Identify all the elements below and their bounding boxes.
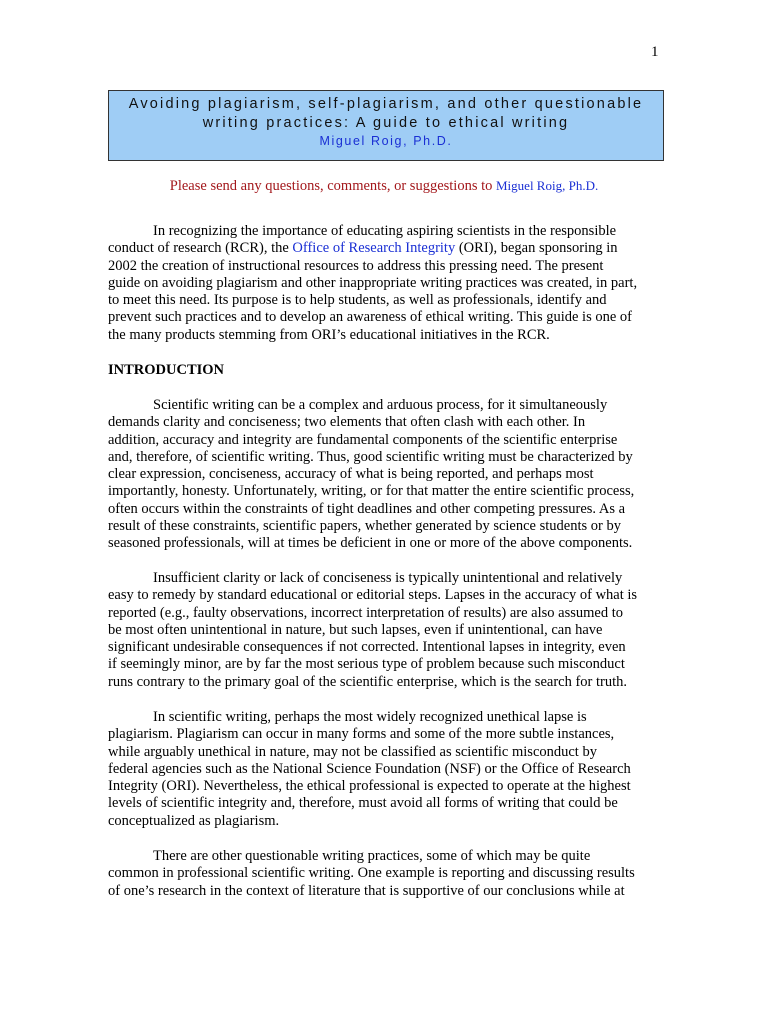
contact-line [0,178,768,195]
author-name[interactable]: Miguel Roig, Ph.D. [319,134,453,148]
paragraph-line: plagiarism. Plagiarism can occur in many forms and some of the more subtle instances, [108,726,615,743]
intro-paragraph [108,223,660,344]
paragraph-line: In recognizing the importance of educating aspiring scientists in the responsible [153,223,617,239]
paragraph-line: prevent such practices and to develop an awareness of ethical writing. This guide is one of [108,309,632,326]
paragraph-line: federal agencies such as the National Science Foundation (NSF) or the Office of Research [108,760,631,777]
paragraph-line: common in professional scientific writing. One example is reporting and discussing results [108,865,635,882]
contact-author-link[interactable]: Miguel Roig, Ph.D. [496,178,599,193]
ori-link[interactable]: Office of Research Integrity [292,240,456,257]
paragraph-line: levels of scientific integrity and, therefore, must avoid all forms of writing that could be [108,795,618,812]
paragraph-line: clear expression, conciseness, accuracy of what is being reported, and perhaps most [108,466,594,483]
paragraph-line: guide on avoiding plagiarism and other inappropriate writing practices was created, in part, [108,274,638,291]
paragraph-line: addition, accuracy and integrity are fundamental components of the scientific enterprise [108,431,618,448]
paragraph-line: easy to remedy by standard educational or editorial steps. Lapses in the accuracy of what is [108,587,638,604]
paragraph-line: seasoned professionals, will at times be deficient in one or more of the above components. [108,535,633,552]
paragraph-line: There are other questionable writing practices, some of which may be quite [153,848,591,864]
paragraph-line: Integrity (ORI). Nevertheless, the ethical professional is expected to operate at the highest [108,778,631,795]
page-number: 1 [651,44,659,60]
body-paragraph-2 [108,570,660,691]
paragraph-line: be most often unintentional in nature, but such lapses, even if unintentional, can have [108,621,603,638]
contact-text: Please send any questions, comments, or suggestions to [169,178,496,194]
paragraph-line: often occurs within the constraints of tight deadlines and other competing pressures. As a [108,500,626,517]
title-box [108,90,664,161]
paragraph-line: Insufficient clarity or lack of conciseness is typically unintentional and relatively [153,570,623,586]
paragraph-line: conceptualized as plagiarism. [108,812,280,829]
paragraph-line: conduct of research (RCR), the Office of Research Integrity (ORI), began sponsoring in [108,240,618,257]
body-paragraph-3 [108,709,660,830]
title-line-2: writing practices: A guide to ethical writing [202,115,570,131]
paragraph-line: 2002 the creation of instructional resources to address this pressing need. The present [108,257,604,274]
body-paragraph-4 [108,848,660,900]
paragraph-line: demands clarity and conciseness; two elements that often clash with each other. In [108,414,586,431]
paragraph-line: runs contrary to the primary goal of the scientific enterprise, which is the search for truth. [108,673,628,690]
paragraph-line: Scientific writing can be a complex and arduous process, for it simultaneously [153,397,608,413]
body-paragraph-1 [108,397,660,553]
paragraph-line: while arguably unethical in nature, may not be classified as scientific misconduct by [108,743,597,760]
title-line-1: Avoiding plagiarism, self-plagiarism, and other questionable [128,96,644,112]
paragraph-line: result of these constraints, scientific papers, whether generated by science students or by [108,518,621,535]
paragraph-line: to meet this need. Its purpose is to help students, as well as professionals, identify and [108,292,607,309]
paragraph-line: and, therefore, of scientific writing. Thus, good scientific writing must be characterized by [108,448,633,465]
paragraph-line: significant undesirable consequences if not corrected. Intentional lapses in integrity, even [108,639,626,656]
paragraph-line: the many products stemming from ORI’s educational initiatives in the RCR. [108,326,550,343]
paragraph-line: reported (e.g., faulty observations, incorrect interpretation of results) are also assumed to [108,604,623,621]
paragraph-line: importantly, honesty. Unfortunately, writing, or for that matter the entire scientific process, [108,483,635,500]
paragraph-line: if seemingly minor, are by far the most serious type of problem because such misconduct [108,656,625,673]
section-heading: INTRODUCTION [108,362,225,378]
paragraph-line: In scientific writing, perhaps the most widely recognized unethical lapse is [153,709,587,725]
paragraph-line: of one’s research in the context of literature that is supportive of our conclusions while at [108,882,625,899]
